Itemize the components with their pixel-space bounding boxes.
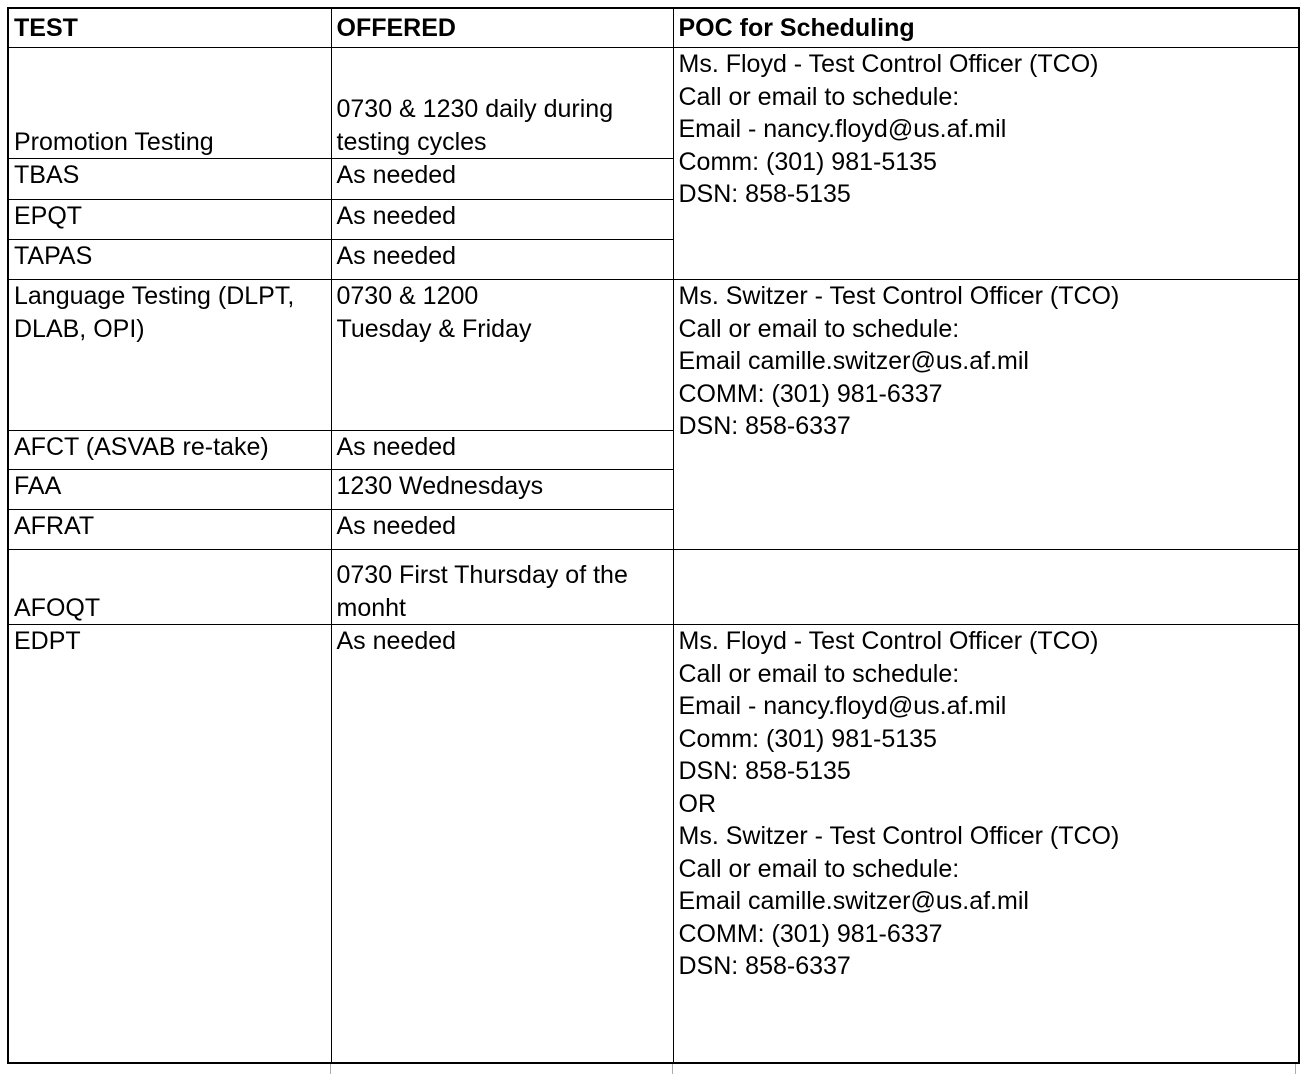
- test-name: EDPT: [8, 625, 331, 1063]
- offered: As needed: [331, 510, 673, 550]
- grid-tick: [330, 1064, 331, 1074]
- poc-empty: [673, 550, 1299, 625]
- test-name: Language Testing (DLPT, DLAB, OPI): [8, 280, 331, 431]
- header-poc: POC for Scheduling: [673, 8, 1299, 48]
- offered: As needed: [331, 431, 673, 470]
- offered: 0730 First Thursday of the monht: [331, 550, 673, 625]
- offered: 1230 Wednesdays: [331, 470, 673, 510]
- table-row: [8, 625, 1299, 1063]
- grid-tick: [672, 1064, 673, 1074]
- testing-schedule-table: [7, 7, 1300, 1064]
- test-name: AFRAT: [8, 510, 331, 550]
- table-row: [8, 550, 1299, 625]
- offered: 0730 & 1230 daily during testing cycles: [331, 48, 673, 159]
- test-name: TBAS: [8, 159, 331, 200]
- offered: As needed: [331, 159, 673, 200]
- poc-floyd: Ms. Floyd - Test Control Officer (TCO) Call or email to schedule: Email - nancy.floyd@us.af.mil Comm: (301) 981-5135 DSN: 858-5135: [673, 48, 1299, 280]
- header-test: TEST: [8, 8, 331, 48]
- table-row: [8, 280, 1299, 431]
- test-name: Promotion Testing: [8, 48, 331, 159]
- header-offered: OFFERED: [331, 8, 673, 48]
- test-name: TAPAS: [8, 240, 331, 280]
- poc-switzer: Ms. Switzer - Test Control Officer (TCO) Call or email to schedule: Email camille.switzer@us.af.mil COMM: (301) 981-6337 DSN: 858-6337: [673, 280, 1299, 550]
- test-name: AFCT (ASVAB re-take): [8, 431, 331, 470]
- offered: As needed: [331, 200, 673, 240]
- test-name: FAA: [8, 470, 331, 510]
- grid-tick: [1295, 1064, 1296, 1074]
- offered: 0730 & 1200 Tuesday & Friday: [331, 280, 673, 431]
- test-name: EPQT: [8, 200, 331, 240]
- offered: As needed: [331, 240, 673, 280]
- offered: As needed: [331, 625, 673, 1063]
- table-row: [8, 48, 1299, 159]
- header-row: [8, 8, 1299, 48]
- test-name: AFOQT: [8, 550, 331, 625]
- poc-floyd-or-switzer: Ms. Floyd - Test Control Officer (TCO) Call or email to schedule: Email - nancy.floyd@us.af.mil Comm: (301) 981-5135 DSN: 858-5135 OR Ms. Switzer - Test Control Officer (TCO) Call or email to schedule: Email camille.switzer@us.af.mil COMM: (301) 981-6337 DSN: 858-6337: [673, 625, 1299, 1063]
